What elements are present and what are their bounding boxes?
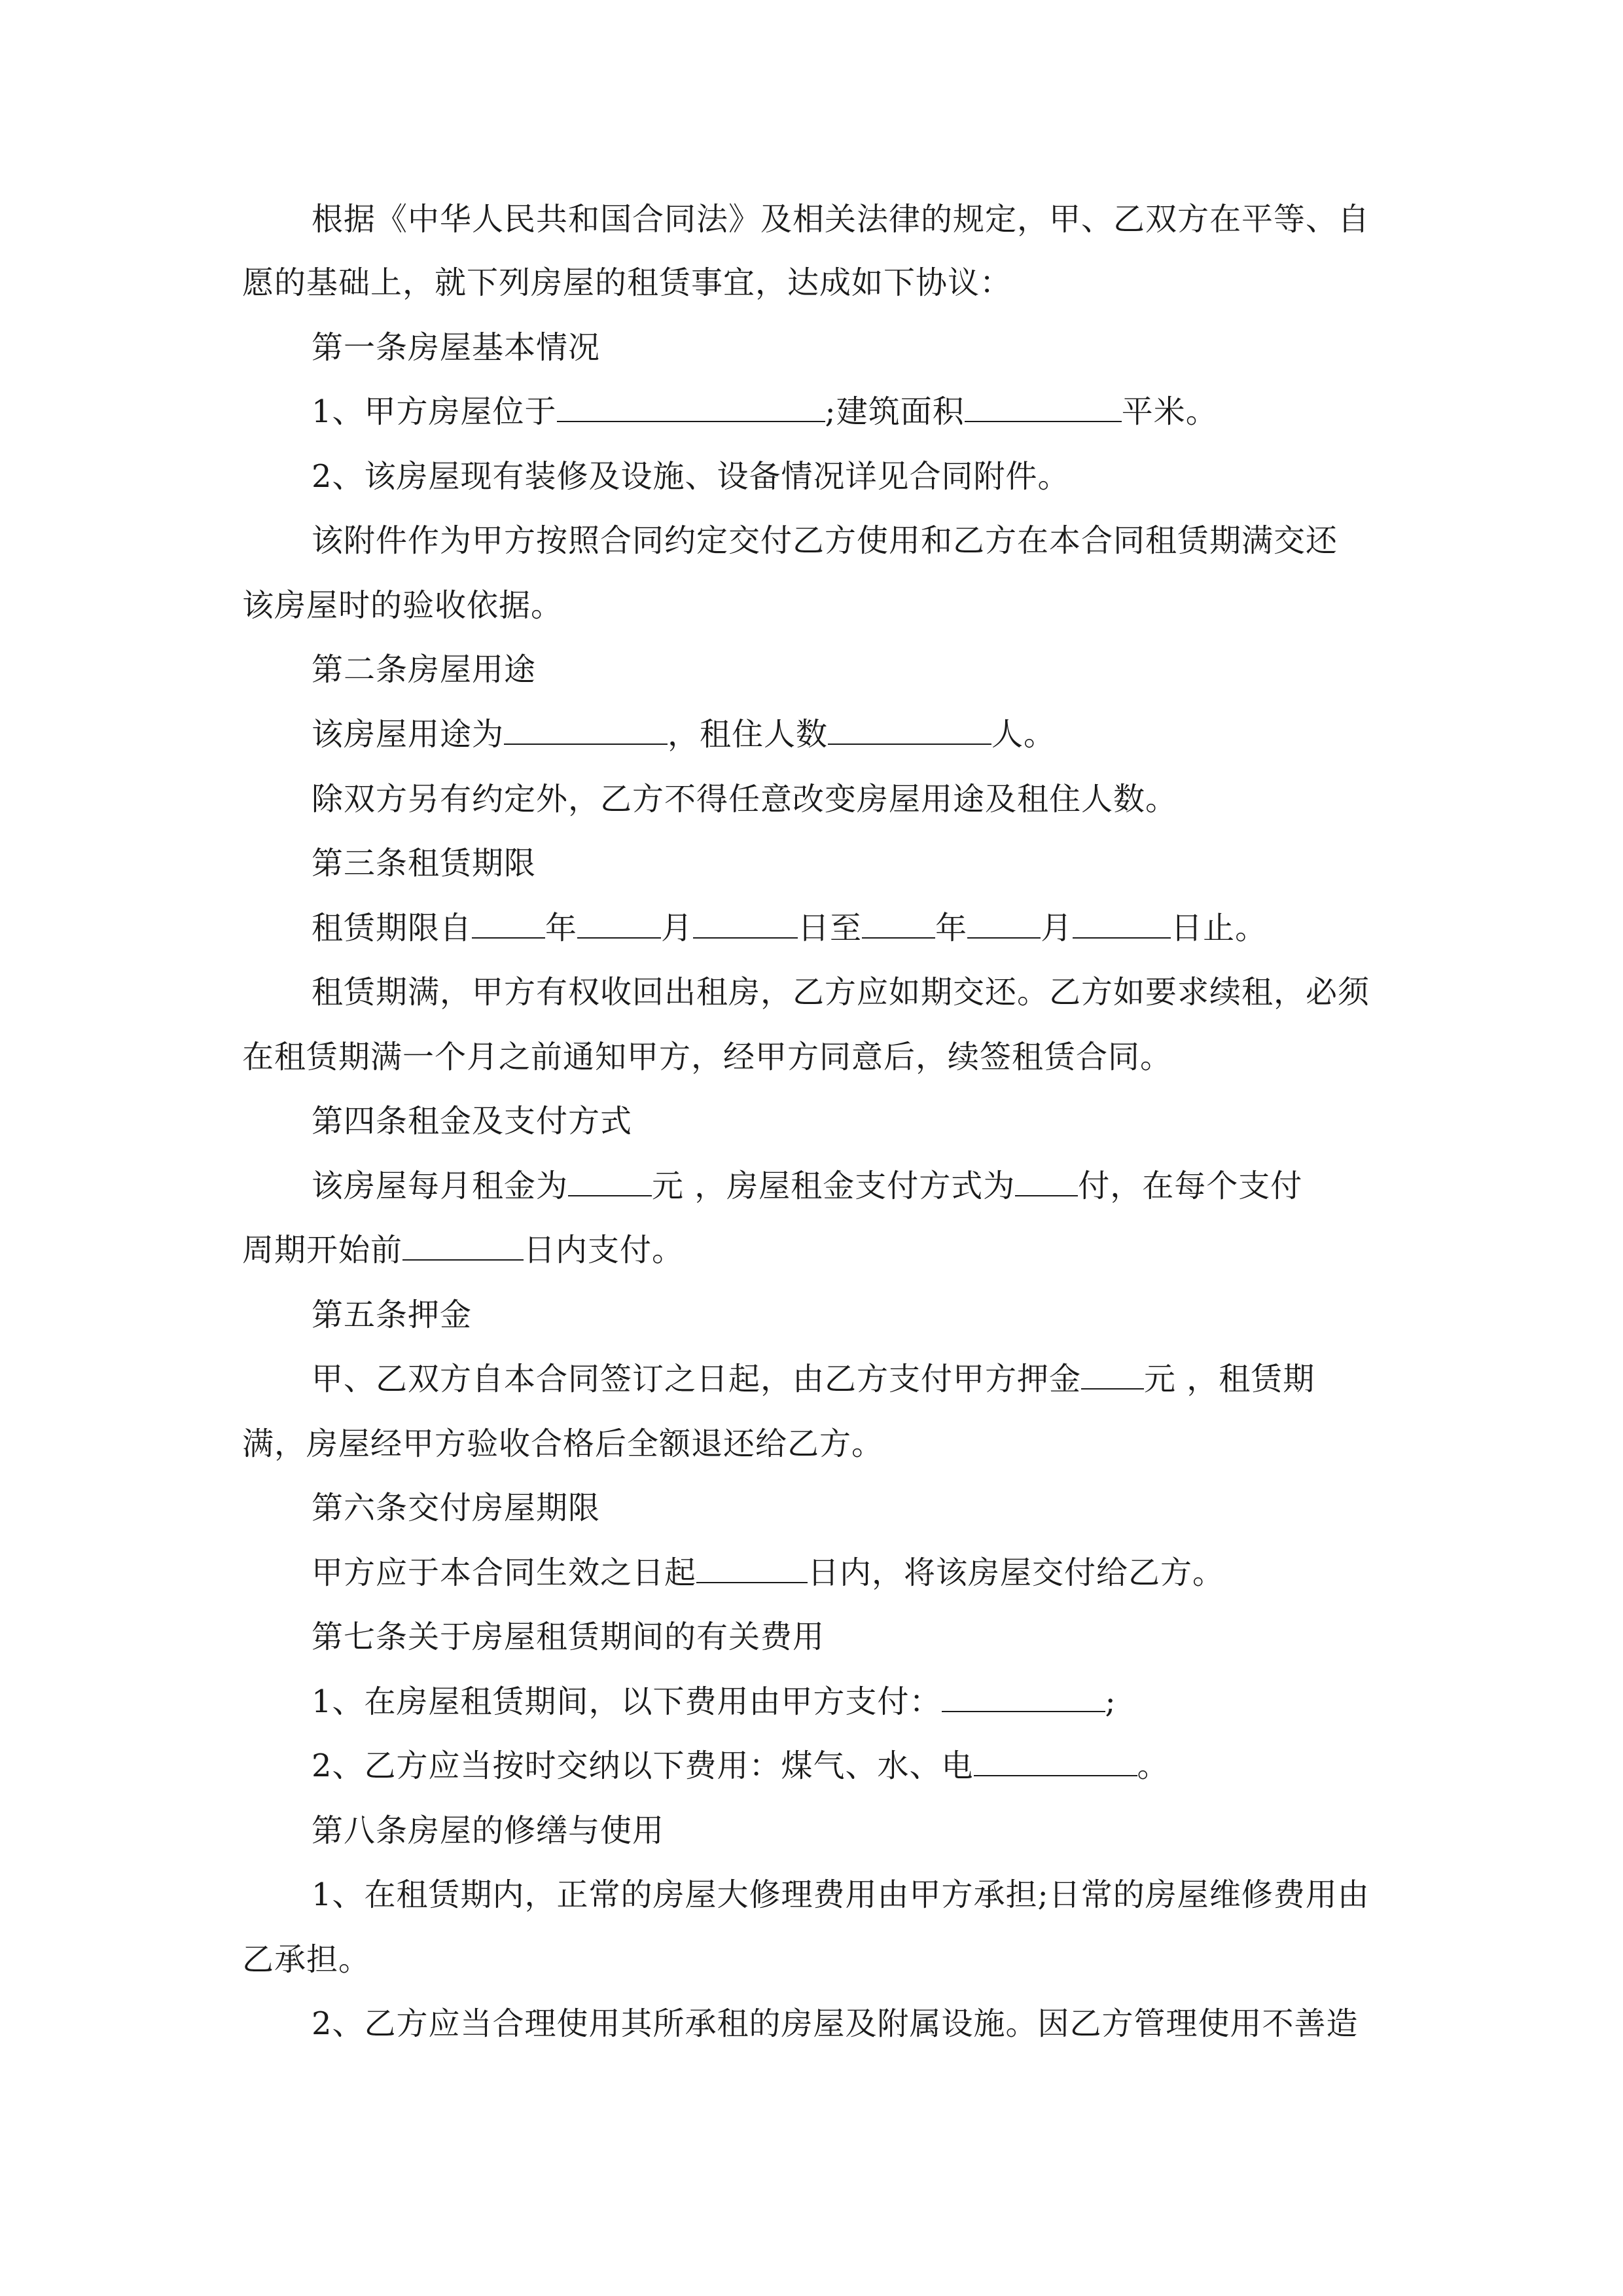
article-2-heading: 第二条房屋用途 bbox=[312, 651, 537, 688]
item-text: ; bbox=[1105, 1683, 1116, 1720]
item-text: 日内，将该房屋交付给乙方。 bbox=[808, 1554, 1225, 1591]
article-4-rent-line-1 bbox=[312, 1166, 1302, 1206]
article-3-renew-line-1: 租赁期满，甲方有权收回出租房，乙方应如期交还。乙方如要求续租，必须 bbox=[312, 974, 1370, 1011]
article-3-term bbox=[312, 908, 1267, 948]
end-month-blank bbox=[967, 908, 1041, 939]
item-text: 甲、乙双方自本合同签订之日起，由乙方支付甲方押金 bbox=[312, 1361, 1082, 1397]
article-2-use bbox=[312, 715, 1056, 754]
deposit-amount-blank bbox=[1081, 1359, 1144, 1390]
article-3-heading: 第三条租赁期限 bbox=[312, 845, 537, 882]
item-text: ;建筑面积 bbox=[825, 393, 965, 430]
start-year-blank bbox=[472, 908, 545, 939]
article-2-restriction: 除双方另有约定外，乙方不得任意改变房屋用途及租住人数。 bbox=[312, 781, 1178, 817]
article-3-renew-line-2: 在租赁期满一个月之前通知甲方，经甲方同意后，续签租赁合同。 bbox=[242, 1039, 1173, 1075]
item-text: 元 ，房屋租金支付方式为 bbox=[652, 1168, 1016, 1204]
article-8-item-2-line-1: 2、乙方应当合理使用其所承租的房屋及附属设施。因乙方管理使用不善造 bbox=[312, 2005, 1359, 2042]
area-blank bbox=[965, 392, 1122, 422]
item-text: 年 bbox=[545, 910, 578, 946]
intro-line-1: 根据《中华人民共和国合同法》及相关法律的规定，甲、乙双方在平等、自 bbox=[312, 201, 1370, 238]
article-4-rent-line-2 bbox=[242, 1230, 684, 1270]
intro-line-2: 愿的基础上，就下列房屋的租赁事宜，达成如下协议： bbox=[242, 264, 1012, 301]
end-year-blank bbox=[862, 908, 935, 939]
article-1-note-line-1: 该附件作为甲方按照合同约定交付乙方使用和乙方在本合同租赁期满交还 bbox=[312, 522, 1338, 559]
article-5-heading: 第五条押金 bbox=[312, 1297, 473, 1333]
article-5-deposit-line-1 bbox=[312, 1359, 1315, 1399]
item-text: 租赁期限自 bbox=[312, 910, 473, 946]
article-1-item-1 bbox=[312, 392, 1218, 431]
item-text: 元 ，租赁期 bbox=[1144, 1361, 1315, 1397]
item-text: 日内支付。 bbox=[524, 1232, 685, 1268]
item-text: 甲方应于本合同生效之日起 bbox=[312, 1554, 697, 1591]
rent-amount-blank bbox=[568, 1166, 652, 1196]
item-text: 付，在每个支付 bbox=[1078, 1168, 1303, 1204]
article-8-heading: 第八条房屋的修缮与使用 bbox=[312, 1812, 665, 1849]
item-text: 1、甲方房屋位于 bbox=[312, 393, 557, 430]
item-text: 人。 bbox=[991, 716, 1056, 753]
article-8-item-1-line-1: 1、在租赁期内，正常的房屋大修理费用由甲方承担;日常的房屋维修费用由 bbox=[312, 1876, 1370, 1913]
item-text: 周期开始前 bbox=[242, 1232, 403, 1268]
start-day-blank bbox=[693, 908, 798, 939]
item-text: ，租住人数 bbox=[668, 716, 829, 753]
item-text: 日至 bbox=[798, 910, 863, 946]
end-day-blank bbox=[1073, 908, 1171, 939]
article-7-item-2 bbox=[312, 1746, 1169, 1785]
item-text: 该房屋每月租金为 bbox=[312, 1168, 569, 1204]
article-1-note-line-2: 该房屋时的验收依据。 bbox=[242, 587, 563, 624]
landlord-fees-blank bbox=[942, 1682, 1105, 1712]
article-1-item-2: 2、该房屋现有装修及设施、设备情况详见合同附件。 bbox=[312, 458, 1070, 495]
tenant-fees-blank bbox=[974, 1746, 1137, 1776]
payment-cycle-blank bbox=[1015, 1166, 1078, 1196]
address-blank bbox=[557, 392, 825, 422]
article-6-heading: 第六条交付房屋期限 bbox=[312, 1490, 601, 1526]
article-7-item-1 bbox=[312, 1682, 1116, 1721]
item-text: 。 bbox=[1137, 1748, 1169, 1784]
item-text: 1、在房屋租赁期间，以下费用由甲方支付： bbox=[312, 1683, 942, 1720]
article-8-item-1-line-2: 乙承担。 bbox=[242, 1941, 371, 1978]
purpose-blank bbox=[504, 715, 668, 745]
item-text: 2、乙方应当按时交纳以下费用：煤气、水、电 bbox=[312, 1748, 974, 1784]
item-text: 平米。 bbox=[1121, 393, 1218, 430]
article-5-deposit-line-2: 满，房屋经甲方验收合格后全额退还给乙方。 bbox=[242, 1426, 884, 1462]
delivery-days-blank bbox=[696, 1553, 808, 1583]
article-6-deliver bbox=[312, 1553, 1224, 1592]
payment-days-blank bbox=[402, 1230, 524, 1261]
article-7-heading: 第七条关于房屋租赁期间的有关费用 bbox=[312, 1619, 825, 1655]
item-text: 年 bbox=[935, 910, 968, 946]
item-text: 日止。 bbox=[1171, 910, 1268, 946]
item-text: 月 bbox=[661, 910, 694, 946]
occupants-blank bbox=[828, 715, 991, 745]
item-text: 该房屋用途为 bbox=[312, 716, 505, 753]
item-text: 月 bbox=[1041, 910, 1073, 946]
article-1-heading: 第一条房屋基本情况 bbox=[312, 329, 601, 366]
start-month-blank bbox=[577, 908, 661, 939]
article-4-heading: 第四条租金及支付方式 bbox=[312, 1103, 633, 1139]
